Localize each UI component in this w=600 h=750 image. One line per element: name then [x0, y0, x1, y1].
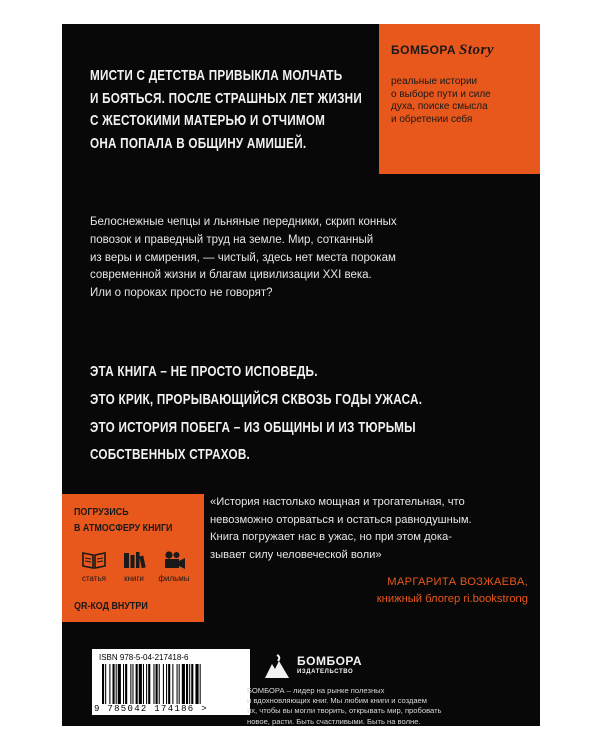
barcode-bar [118, 664, 121, 704]
qr-promo-panel [62, 494, 204, 622]
publisher-description-line: БОМБОРА – лидер на рынке полезных [247, 686, 385, 695]
barcode-bar [123, 664, 124, 704]
barcode-digits: 9 785042 174186 > [94, 704, 208, 714]
quote-line: «История настолько мощная и трогательная, что [210, 496, 465, 508]
barcode-bar [186, 664, 188, 704]
quote-line: невозможно оторваться и остаться равнодушным. [210, 513, 472, 526]
qr-item-label: книги [124, 574, 144, 583]
quote-author-role: книжный блогер ri.bookstrong [376, 593, 528, 605]
barcode-bar [125, 664, 127, 704]
qr-item-films [154, 550, 194, 583]
barcode-bar [105, 664, 106, 704]
synopsis-line: Или о пороках просто не говорят? [90, 287, 273, 300]
lead-paragraph [90, 65, 363, 155]
series-brand: БОМБОРА [391, 43, 457, 57]
qr-promo-title [74, 504, 193, 536]
barcode-bar [168, 664, 170, 704]
barcode-bar [109, 664, 110, 704]
series-logo [391, 42, 494, 59]
emphasis-line: СОБСТВЕННЫХ СТРАХОВ. [90, 446, 250, 464]
series-tagline-line: реальные истории [391, 76, 478, 87]
barcode-bar [200, 664, 201, 704]
barcode-bar [143, 664, 144, 704]
series-tagline-line: и обретении себя [391, 113, 473, 125]
barcode-bar [163, 664, 164, 704]
barcode-bar [132, 664, 133, 704]
series-tagline [391, 76, 537, 126]
qr-code-note: QR-КОД ВНУТРИ [74, 600, 148, 612]
barcode-bar [159, 664, 160, 704]
qr-item-label: фильмы [158, 574, 190, 583]
publisher-subtitle: ИЗДАТЕЛЬСТВО [297, 669, 354, 675]
book-back-cover [62, 24, 540, 726]
publisher-description-line: их, чтобы вы могли творить, открывать мир, пробовать [247, 706, 442, 716]
barcode-bar [116, 664, 117, 704]
series-tagline-line: о выборе пути и силе [391, 88, 491, 100]
qr-promo-title-line: В АТМОСФЕРУ КНИГИ [74, 522, 173, 534]
qr-item-label: статья [81, 574, 106, 583]
synopsis-line: современной жизни и благам цивилизации XXI века. [90, 269, 372, 282]
publisher-description [247, 686, 537, 726]
barcode-bar [172, 664, 173, 704]
publisher-description-line: новое, расти. Быть счастливыми. Быть на волне. [247, 716, 421, 726]
barcode-bar [166, 664, 167, 704]
lead-line: ОНА ПОПАЛА В ОБЩИНУ АМИШЕЙ. [90, 134, 307, 152]
barcode-bar [102, 664, 104, 704]
quote-author-name: МАРГАРИТА ВОЗЖАЕВА, [387, 576, 528, 588]
barcode-bar [148, 664, 150, 704]
quote-line: Книга погружает нас в ужас, но при этом дока- [210, 531, 452, 544]
barcode-bar [182, 664, 185, 704]
isbn-number: ISBN 978-5-04-217418-6 [99, 653, 189, 662]
bookshelf-icon [121, 550, 147, 570]
barcode-bar [153, 664, 154, 704]
barcode-bar [156, 664, 158, 704]
movie-camera-icon [161, 550, 187, 570]
emphasis-paragraph [90, 358, 423, 469]
quote-line: зывает силу человеческой воли» [210, 548, 382, 561]
qr-promo-icons [74, 550, 194, 590]
series-brand-script: Story [459, 42, 495, 58]
barcode-bar [146, 664, 147, 704]
publisher-description-line: и вдохновляющих книг. Мы любим книги и создаем [247, 696, 428, 706]
barcode-bar [177, 664, 178, 704]
quote-attribution [377, 574, 528, 608]
lead-line: И БОЯТЬСЯ. ПОСЛЕ СТРАШНЫХ ЛЕТ ЖИЗНИ [90, 89, 363, 107]
synopsis-line: Белоснежные чепцы и льняные передники, скрип конных [90, 216, 397, 228]
barcode-bars [102, 664, 242, 704]
emphasis-line: ЭТО КРИК, ПРОРЫВАЮЩИЙСЯ СКВОЗЬ ГОДЫ УЖАСА. [90, 390, 423, 408]
barcode-bar [136, 664, 138, 704]
qr-item-books [114, 550, 154, 583]
isbn-barcode [92, 649, 250, 715]
book-icon [81, 550, 107, 570]
barcode-bar [189, 664, 190, 704]
synopsis-paragraph [90, 214, 397, 303]
qr-item-article [74, 550, 114, 583]
review-quote [210, 494, 535, 564]
barcode-bar [139, 664, 142, 704]
lead-line: МИСТИ С ДЕТСТВА ПРИВЫКЛА МОЛЧАТЬ [90, 67, 343, 84]
emphasis-line: ЭТА КНИГА – НЕ ПРОСТО ИСПОВЕДЬ. [90, 363, 318, 380]
barcode-bar [195, 664, 198, 704]
series-panel [379, 24, 540, 174]
publisher-name: БОМБОРА [297, 654, 363, 668]
lead-line: С ЖЕСТОКИМИ МАТЕРЬЮ И ОТЧИМОМ [90, 112, 326, 129]
series-tagline-line: духа, поиске смысла [391, 101, 488, 112]
barcode-bar [113, 664, 115, 704]
emphasis-line: ЭТО ИСТОРИЯ ПОБЕГА – ИЗ ОБЩИНЫ И ИЗ ТЮРЬМЫ [90, 418, 416, 436]
bombora-logo-icon [262, 652, 292, 680]
synopsis-line: из веры и смирения, — чистый, здесь нет места порокам [90, 251, 396, 264]
qr-promo-title-line: ПОГРУЗИСЬ [74, 506, 129, 518]
barcode-bar [130, 664, 131, 704]
barcode-bar [191, 664, 193, 704]
synopsis-line: повозок и праведный труд на земле. Мир, сотканный [90, 233, 374, 246]
barcode-bar [179, 664, 180, 704]
